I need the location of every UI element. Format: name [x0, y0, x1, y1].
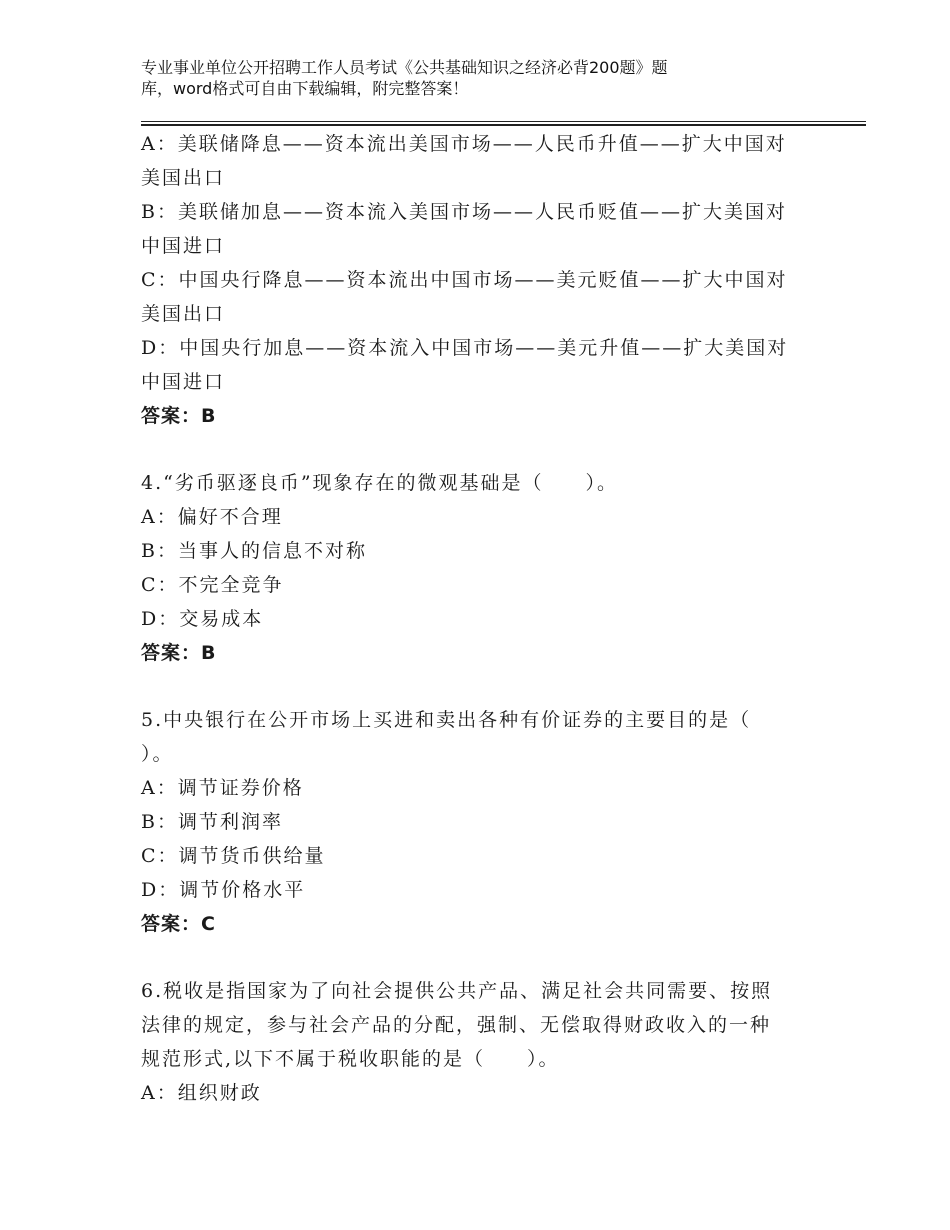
header-line-1: 专业事业单位公开招聘工作人员考试《公共基础知识之经济必背200题》题	[141, 58, 668, 77]
q4-option-c: C：不完全竞争	[141, 574, 284, 596]
q3-option-c-line-2: 美国出口	[141, 303, 226, 325]
q4-stem: 4.“劣币驱逐良币”现象存在的微观基础是（ ）。	[141, 472, 619, 494]
q3-option-a-line-1: A：美联储降息——资本流出美国市场——人民币升值——扩大中国对	[141, 133, 787, 155]
q6-stem-line-2: 法律的规定，参与社会产品的分配，强制、无偿取得财政收入的一种	[141, 1014, 772, 1036]
question-6	[141, 974, 841, 1110]
q5-stem-line-1: 5.中央银行在公开市场上买进和卖出各种有价证券的主要目的是（	[141, 709, 752, 731]
q4-answer: 答案：B	[141, 642, 217, 664]
q6-stem-line-1: 6.税收是指国家为了向社会提供公共产品、满足社会共同需要、按照	[141, 980, 773, 1002]
question-content	[141, 127, 841, 1110]
spacer	[141, 941, 841, 974]
q3-option-c-line-1: C：中国央行降息——资本流出中国市场——美元贬值——扩大中国对	[141, 269, 788, 291]
q5-answer: 答案：C	[141, 913, 216, 935]
q4-option-a: A：偏好不合理	[141, 506, 283, 528]
question-3-options	[141, 127, 841, 433]
header-rule-thin	[141, 121, 866, 122]
question-5	[141, 703, 841, 941]
q6-option-a: A：组织财政	[141, 1082, 262, 1104]
spacer	[141, 433, 841, 466]
question-4	[141, 466, 841, 670]
header-rule-thick	[141, 124, 866, 126]
q5-option-b: B：调节利润率	[141, 811, 283, 833]
header-line-2: 库，word格式可自由下载编辑，附完整答案！	[141, 79, 469, 98]
q4-option-d: D：交易成本	[141, 608, 264, 630]
q5-stem-line-2: ）。	[141, 743, 174, 765]
q3-option-d-line-2: 中国进口	[141, 371, 226, 393]
q5-option-d: D：调节价格水平	[141, 879, 306, 901]
q3-answer: 答案：B	[141, 405, 217, 427]
q3-option-b-line-2: 中国进口	[141, 235, 226, 257]
q3-option-b-line-1: B：美联储加息——资本流入美国市场——人民币贬值——扩大美国对	[141, 201, 787, 223]
q3-option-d-line-1: D：中国央行加息——资本流入中国市场——美元升值——扩大美国对	[141, 337, 789, 359]
q5-option-a: A：调节证券价格	[141, 777, 304, 799]
spacer	[141, 670, 841, 703]
q3-option-a-line-2: 美国出口	[141, 167, 226, 189]
page-header	[141, 57, 781, 99]
q5-option-c: C：调节货币供给量	[141, 845, 326, 867]
q6-stem-line-3: 规范形式,以下不属于税收职能的是（ ）。	[141, 1048, 560, 1070]
q4-option-b: B：当事人的信息不对称	[141, 540, 367, 562]
